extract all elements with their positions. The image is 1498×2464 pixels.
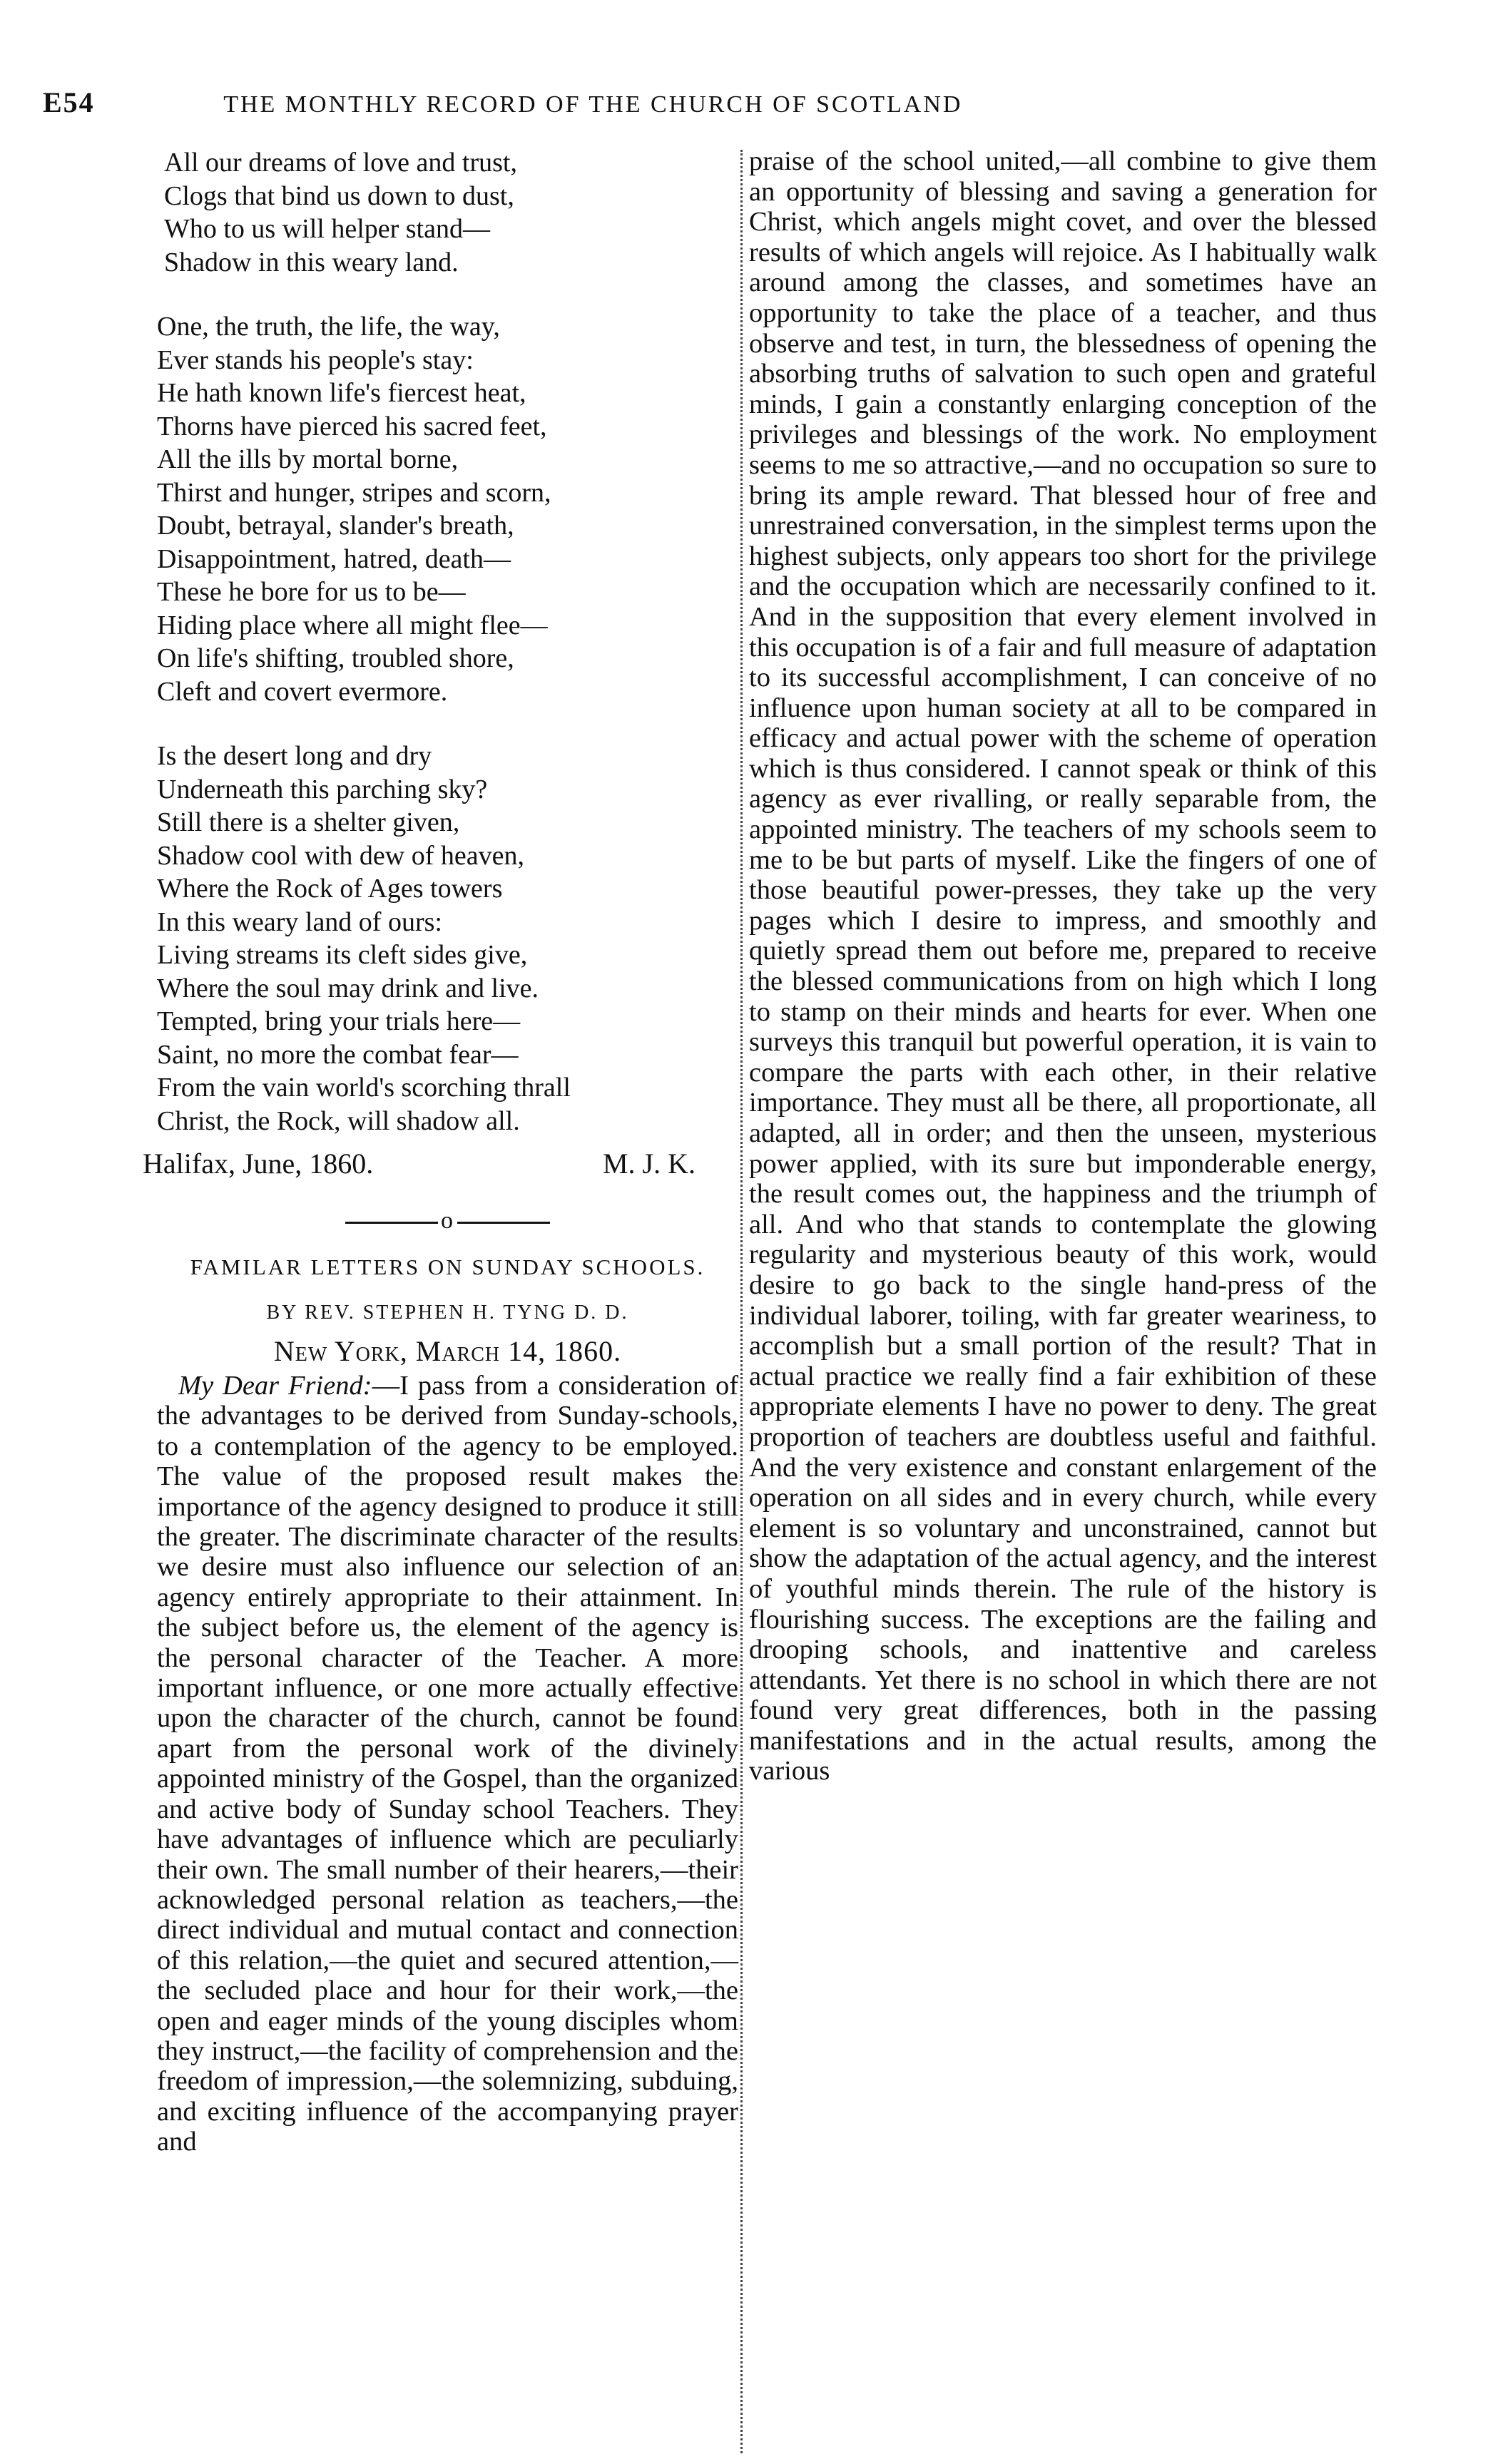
poem-line: Tempted, bring your trials here— [157,1006,521,1036]
section-divider [157,1207,738,1234]
poem-line: In this weary land of ours: [157,906,442,937]
article-salutation: My Dear Friend: [178,1371,372,1401]
poem-stanza-3 [157,740,738,1138]
poem-line: Cleft and covert evermore. [157,676,448,707]
poem-line: Clogs that bind us down to dust, [164,180,514,211]
poem-line: Thirst and hunger, stripes and scorn, [157,477,551,508]
poem-line: Thorns have pierced his sacred feet, [157,411,547,441]
column-divider [740,150,745,2453]
poem-line: Where the soul may drink and live. [157,973,539,1003]
poem-line: Hiding place where all might flee— [157,610,548,640]
divider-mark: o [441,1207,454,1234]
poem-line: Shadow in this weary land. [164,247,459,277]
poem-line: Ever stands his people's stay: [157,344,474,375]
poem-line: From the vain world's scorching thrall [157,1073,571,1103]
poem-line: All the ills by mortal borne, [157,444,459,474]
poem-place-date: Halifax, June, 1860. [143,1147,374,1180]
article-body-left [157,1371,738,2157]
poem-line: Living streams its cleft sides give, [157,940,528,970]
poem-line: Is the desert long and dry [157,741,432,771]
poem-line: These he bore for us to be— [157,577,466,607]
article-text-left: —I pass from a consideration of the advantages to be derived from Sunday-schools, to a contemplation of the agency to be employed. The value of the proposed result makes the importance of the agency designed to produce it still the greater. The discriminate character of the results we desire must also influence our selection of an agency entirely appropriate to their attainment. In the subject before us, the element of the agency is the personal character of the Teacher. A more important influence, or one more actually effective upon the character of the church, cannot be found apart from the personal work of the divinely appointed ministry of the Gospel, than the organized and active body of Sunday school Teachers. They have advantages of influence which are peculiarly their own. The small number of their hearers,—their acknowledged personal relation as teachers,—the direct individual and mutual contact and connection of this relation,—the quiet and secured attention,—the secluded place and hour for their work,—the open and eager minds of the young disciples whom they instruct,—the facility of comprehension and the freedom of impression,—the solemnizing, subduing, and exciting influence of the accompanying prayer and [157,1371,739,2157]
poem-stanza-2 [157,310,738,708]
page-number: E54 [43,86,95,118]
poem-stanza-1 [157,146,738,279]
page-header [43,86,1141,128]
poem-line: Doubt, betrayal, slander's breath, [157,511,514,541]
poem-line: All our dreams of love and trust, [164,148,517,178]
poem-line: Underneath this parching sky? [157,774,488,804]
poem-line: Still there is a shelter given, [157,807,460,837]
article-title: FAMILAR LETTERS ON SUNDAY SCHOOLS. [190,1254,705,1279]
poem-line: Saint, no more the combat fear— [157,1039,519,1070]
poem-line: One, the truth, the life, the way, [157,312,500,342]
article-dateline: New York, March 14, 1860. [273,1335,622,1367]
poem-line: Who to us will helper stand— [164,214,490,244]
poem-line: Christ, the Rock, will shadow all. [157,1105,520,1136]
article-body-right: praise of the school united,—all combine to give them an opportunity of blessing and saving a generation for Christ, which angels might covet, and over the blessed results of which angels will rejoice. As I habitually walk around among the classes, and sometimes have an opportunity to take the place of a teacher, and thus observe and test, in turn, the blessedness of opening the absorbing truths of salvation to such open and grateful minds, I gain a constantly enlarging conception of the privileges and blessings of the work. No employment seems to me so attractive,—and no occupation so sure to bring its ample reward. That blessed hour of free and unrestrained conversation, in the simplest terms upon the highest subjects, only appears too short for the privilege and the occupation which are necessarily confined to it. And in the supposition that every element involved in this occupation is of a fair and full measure of adaptation to its successful accomplishment, I can conceive of no influence upon human society at all to be compared in efficacy and actual power with the scheme of operation which is thus considered. I cannot speak or think of this agency as ever rivalling, or really separable from, the appointed ministry. The teachers of my schools seem to me to be but parts of myself. Like the fingers of one of those beautiful power-presses, they take up the very pages which I desire to impress, and smoothly and quietly spread them out before me, prepared to receive the blessed communications from on high which I long to stamp on their minds and hearts for ever. When one surveys this tranquil but powerful operation, it is vain to compare the parts with each other, in their relative importance. They must all be there, all proportionate, all adapted, all in order; and then the unseen, mysterious power applied, with its sure but imponderable energy, the result comes out, the happiness and the triumph of all. And who that stands to contemplate the glowing regularity and mysterious beauty of this work, would desire to go back to the single hand-press of the individual laborer, toiling, with far greater weariness, to accomplish but a small portion of the result? That in actual practice we really find a fair exhibition of these appropriate elements I have no power to deny. The great proportion of teachers are doubtless useful and faithful. And the very existence and constant enlargement of the operation on all sides and in every church, while every element is so voluntary and unconstrained, cannot but show the adaptation of the actual agency, and the interest of youthful minds therein. The rule of the history is flourishing success. The exceptions are the failing and drooping schools, and inattentive and careless attendants. Yet there is no school in which there are not found very great differences, both in the passing manifestations and in the actual results, among the various [749,146,1377,1786]
poem-initials: M. J. K. [602,1147,696,1180]
poem-line: Shadow cool with dew of heaven, [157,840,524,871]
left-column [143,146,739,2157]
poem-line: He hath known life's fiercest heat, [157,378,526,408]
right-column [749,146,1377,1786]
poem-line: Where the Rock of Ages towers [157,874,503,904]
poem-line: On life's shifting, troubled shore, [157,643,514,673]
running-title: THE MONTHLY RECORD OF THE CHURCH OF SCOTLAND [223,91,963,118]
article-byline: BY REV. STEPHEN H. TYNG D. D. [266,1302,629,1324]
poem-line: Disappointment, hatred, death— [157,543,511,574]
poem [143,146,738,1182]
poem-signoff [143,1146,696,1182]
